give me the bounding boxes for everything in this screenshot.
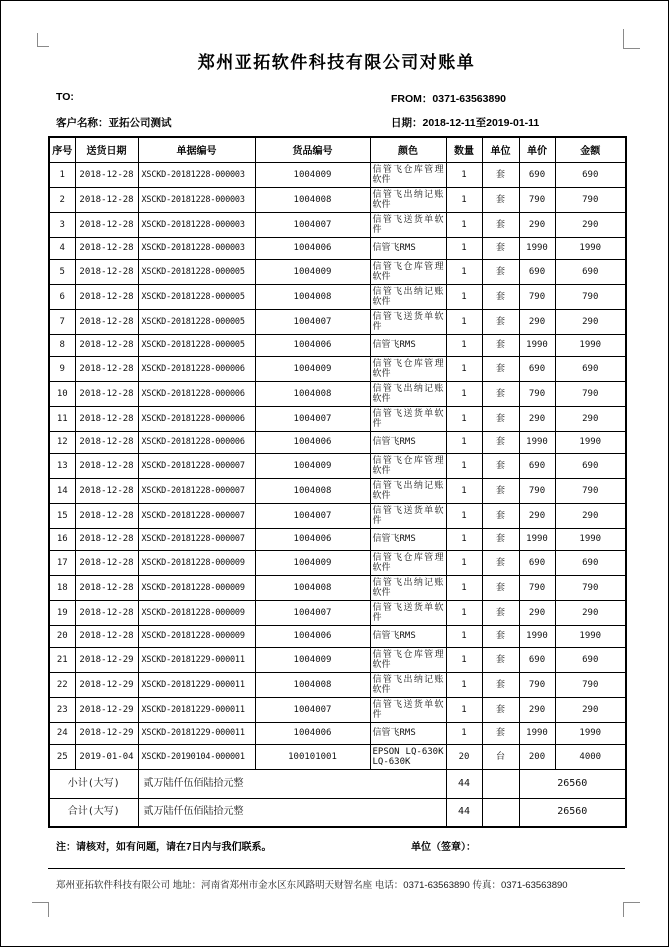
- total-label: 合计(大写): [49, 798, 138, 827]
- cell-unit: 套: [482, 647, 519, 672]
- cell-quantity: 1: [446, 722, 482, 744]
- total-quantity: 44: [446, 798, 482, 827]
- cell-delivery-date: 2018-12-28: [75, 431, 138, 453]
- cell-serial: 9: [49, 356, 75, 381]
- crop-mark-bottom-right-icon: [623, 902, 640, 917]
- table-row: [49, 334, 626, 356]
- cell-item-number: 1004007: [255, 503, 370, 528]
- cell-delivery-date: 2018-12-28: [75, 187, 138, 212]
- to-label: TO:: [56, 91, 74, 103]
- cell-amount: 690: [555, 162, 626, 187]
- footer-divider: [48, 868, 625, 869]
- total-unit: [482, 798, 519, 827]
- cell-quantity: 1: [446, 453, 482, 478]
- cell-unit: 套: [482, 212, 519, 237]
- cell-serial: 5: [49, 259, 75, 284]
- cell-color: 信管飞RMS: [370, 334, 446, 356]
- cell-unit-price: 1990: [519, 625, 555, 647]
- cell-doc-number: XSCKD-20181228-000009: [138, 600, 255, 625]
- cell-unit: 套: [482, 309, 519, 334]
- cell-unit: 台: [482, 744, 519, 769]
- cell-serial: 22: [49, 672, 75, 697]
- cell-delivery-date: 2018-12-28: [75, 381, 138, 406]
- cell-item-number: 1004006: [255, 237, 370, 259]
- cell-amount: 690: [555, 550, 626, 575]
- cell-unit-price: 1990: [519, 528, 555, 550]
- cell-color: 信管飞RMS: [370, 431, 446, 453]
- cell-quantity: 1: [446, 284, 482, 309]
- cell-doc-number: XSCKD-20181228-000003: [138, 237, 255, 259]
- cell-item-number: 1004007: [255, 309, 370, 334]
- from-phone: 0371-63563890: [432, 93, 506, 105]
- cell-delivery-date: 2018-12-28: [75, 162, 138, 187]
- cell-unit-price: 290: [519, 697, 555, 722]
- cell-unit: 套: [482, 600, 519, 625]
- cell-doc-number: XSCKD-20181229-000011: [138, 722, 255, 744]
- cell-quantity: 1: [446, 647, 482, 672]
- cell-quantity: 1: [446, 309, 482, 334]
- cell-unit-price: 790: [519, 478, 555, 503]
- cell-serial: 19: [49, 600, 75, 625]
- column-header: 单据编号: [138, 137, 255, 162]
- cell-unit-price: 290: [519, 406, 555, 431]
- cell-item-number: 1004008: [255, 478, 370, 503]
- cell-doc-number: XSCKD-20181228-000005: [138, 284, 255, 309]
- table-row: [49, 212, 626, 237]
- subtotal-label: 小计(大写): [49, 769, 138, 798]
- cell-unit-price: 1990: [519, 722, 555, 744]
- cell-delivery-date: 2018-12-29: [75, 722, 138, 744]
- cell-unit: 套: [482, 478, 519, 503]
- cell-item-number: 1004006: [255, 722, 370, 744]
- cell-delivery-date: 2018-12-28: [75, 453, 138, 478]
- cell-color: 信管飞出纳记账软件: [370, 284, 446, 309]
- cell-item-number: 1004007: [255, 600, 370, 625]
- cell-doc-number: XSCKD-20181228-000009: [138, 575, 255, 600]
- cell-delivery-date: 2018-12-29: [75, 647, 138, 672]
- cell-unit: 套: [482, 406, 519, 431]
- cell-item-number: 1004008: [255, 284, 370, 309]
- cell-color: 信管飞RMS: [370, 722, 446, 744]
- cell-item-number: 1004006: [255, 528, 370, 550]
- cell-color: 信管飞出纳记账软件: [370, 187, 446, 212]
- cell-delivery-date: 2018-12-28: [75, 600, 138, 625]
- cell-item-number: 1004006: [255, 431, 370, 453]
- cell-unit-price: 690: [519, 647, 555, 672]
- table-row: [49, 453, 626, 478]
- cell-amount: 1990: [555, 431, 626, 453]
- cell-unit-price: 290: [519, 503, 555, 528]
- cell-unit-price: 690: [519, 453, 555, 478]
- footer-company-info: 郑州亚拓软件科技有限公司 地址：河南省郑州市金水区东风路明天财智名座 电话：0371-63563890 传真：0371-63563890: [56, 880, 568, 891]
- subtotal-amount-words: 贰万陆仟伍佰陆拾元整: [138, 769, 446, 798]
- cell-quantity: 1: [446, 625, 482, 647]
- cell-delivery-date: 2018-12-29: [75, 672, 138, 697]
- cell-doc-number: XSCKD-20181228-000003: [138, 162, 255, 187]
- cell-delivery-date: 2018-12-28: [75, 503, 138, 528]
- cell-serial: 7: [49, 309, 75, 334]
- cell-quantity: 1: [446, 528, 482, 550]
- cell-unit: 套: [482, 697, 519, 722]
- table-row: [49, 647, 626, 672]
- table-row: [49, 406, 626, 431]
- table-row: [49, 381, 626, 406]
- cell-item-number: 1004009: [255, 647, 370, 672]
- table-row: [49, 162, 626, 187]
- cell-color: 信管飞送货单软件: [370, 503, 446, 528]
- column-header: 颜色: [370, 137, 446, 162]
- cell-unit: 套: [482, 503, 519, 528]
- document-content: [48, 1, 625, 947]
- cell-amount: 290: [555, 212, 626, 237]
- cell-quantity: 1: [446, 431, 482, 453]
- cell-item-number: 1004009: [255, 453, 370, 478]
- cell-color: 信管飞仓库管理软件: [370, 550, 446, 575]
- cell-unit-price: 290: [519, 309, 555, 334]
- cell-unit: 套: [482, 284, 519, 309]
- cell-serial: 10: [49, 381, 75, 406]
- cell-unit: 套: [482, 187, 519, 212]
- cell-unit: 套: [482, 550, 519, 575]
- cell-doc-number: XSCKD-20181229-000011: [138, 672, 255, 697]
- cell-doc-number: XSCKD-20181228-000006: [138, 381, 255, 406]
- cell-item-number: 1004008: [255, 575, 370, 600]
- cell-amount: 290: [555, 309, 626, 334]
- cell-unit-price: 790: [519, 187, 555, 212]
- cell-delivery-date: 2018-12-28: [75, 334, 138, 356]
- table-row: [49, 744, 626, 769]
- cell-unit: 套: [482, 625, 519, 647]
- cell-doc-number: XSCKD-20181228-000003: [138, 187, 255, 212]
- cell-color: 信管飞出纳记账软件: [370, 575, 446, 600]
- cell-item-number: 1004006: [255, 625, 370, 647]
- cell-color: 信管飞送货单软件: [370, 212, 446, 237]
- table-row: [49, 259, 626, 284]
- cell-quantity: 20: [446, 744, 482, 769]
- cell-color: 信管飞RMS: [370, 237, 446, 259]
- cell-unit-price: 1990: [519, 237, 555, 259]
- cell-serial: 24: [49, 722, 75, 744]
- cell-unit-price: 290: [519, 212, 555, 237]
- cell-unit-price: 690: [519, 356, 555, 381]
- total-row: [49, 798, 626, 827]
- from-label: FROM：: [391, 93, 433, 105]
- cell-amount: 290: [555, 697, 626, 722]
- cell-color: 信管飞出纳记账软件: [370, 672, 446, 697]
- cell-serial: 3: [49, 212, 75, 237]
- cell-quantity: 1: [446, 334, 482, 356]
- from-line: [391, 91, 506, 106]
- cell-color: 信管飞仓库管理软件: [370, 453, 446, 478]
- cell-amount: 690: [555, 259, 626, 284]
- cell-quantity: 1: [446, 478, 482, 503]
- cell-unit-price: 790: [519, 672, 555, 697]
- cell-doc-number: XSCKD-20181229-000011: [138, 647, 255, 672]
- cell-delivery-date: 2018-12-28: [75, 284, 138, 309]
- customer-label: 客户名称：: [56, 117, 109, 129]
- cell-quantity: 1: [446, 212, 482, 237]
- cell-quantity: 1: [446, 697, 482, 722]
- cell-quantity: 1: [446, 356, 482, 381]
- cell-serial: 13: [49, 453, 75, 478]
- cell-delivery-date: 2018-12-28: [75, 575, 138, 600]
- cell-unit: 套: [482, 162, 519, 187]
- cell-serial: 23: [49, 697, 75, 722]
- cell-unit-price: 690: [519, 162, 555, 187]
- cell-doc-number: XSCKD-20181228-000007: [138, 453, 255, 478]
- table-row: [49, 431, 626, 453]
- cell-color: 信管飞RMS: [370, 528, 446, 550]
- table-row: [49, 722, 626, 744]
- crop-mark-bottom-left-icon: [32, 902, 49, 917]
- table-row: [49, 697, 626, 722]
- cell-delivery-date: 2019-01-04: [75, 744, 138, 769]
- cell-quantity: 1: [446, 600, 482, 625]
- cell-item-number: 1004008: [255, 187, 370, 212]
- cell-delivery-date: 2018-12-28: [75, 478, 138, 503]
- cell-unit: 套: [482, 672, 519, 697]
- cell-amount: 690: [555, 453, 626, 478]
- customer-line: [56, 115, 172, 130]
- cell-color: 信管飞出纳记账软件: [370, 381, 446, 406]
- cell-unit-price: 790: [519, 381, 555, 406]
- cell-amount: 1990: [555, 237, 626, 259]
- column-header: 单价: [519, 137, 555, 162]
- table-row: [49, 503, 626, 528]
- cell-unit: 套: [482, 431, 519, 453]
- cell-serial: 12: [49, 431, 75, 453]
- cell-unit: 套: [482, 453, 519, 478]
- cell-doc-number: XSCKD-20181228-000006: [138, 356, 255, 381]
- cell-amount: 790: [555, 284, 626, 309]
- cell-unit: 套: [482, 528, 519, 550]
- date-range: 2018-12-11至2019-01-11: [422, 117, 540, 129]
- cell-item-number: 1004009: [255, 162, 370, 187]
- cell-doc-number: XSCKD-20181228-000006: [138, 406, 255, 431]
- cell-item-number: 1004006: [255, 334, 370, 356]
- cell-amount: 790: [555, 381, 626, 406]
- table-row: [49, 672, 626, 697]
- cell-item-number: 1004007: [255, 406, 370, 431]
- cell-amount: 1990: [555, 528, 626, 550]
- cell-delivery-date: 2018-12-28: [75, 550, 138, 575]
- cell-serial: 17: [49, 550, 75, 575]
- table-row: [49, 237, 626, 259]
- cell-doc-number: XSCKD-20181228-000005: [138, 334, 255, 356]
- customer-name: 亚拓公司测试: [108, 117, 172, 129]
- subtotal-quantity: 44: [446, 769, 482, 798]
- cell-unit: 套: [482, 237, 519, 259]
- cell-quantity: 1: [446, 550, 482, 575]
- cell-unit-price: 1990: [519, 431, 555, 453]
- total-amount: 26560: [519, 798, 626, 827]
- cell-amount: 4000: [555, 744, 626, 769]
- cell-serial: 15: [49, 503, 75, 528]
- check-note: 注：请核对，如有问题，请在7日内与我们联系。: [56, 842, 272, 853]
- cell-item-number: 1004007: [255, 212, 370, 237]
- cell-quantity: 1: [446, 672, 482, 697]
- cell-unit-price: 790: [519, 575, 555, 600]
- cell-unit-price: 790: [519, 284, 555, 309]
- cell-doc-number: XSCKD-20181228-000005: [138, 309, 255, 334]
- table-row: [49, 625, 626, 647]
- cell-color: 信管飞仓库管理软件: [370, 259, 446, 284]
- cell-serial: 8: [49, 334, 75, 356]
- cell-color: 信管飞送货单软件: [370, 697, 446, 722]
- cell-item-number: 1004009: [255, 550, 370, 575]
- crop-mark-top-right-icon: [623, 29, 640, 49]
- cell-color: EPSON LQ-630K LQ-630K: [370, 744, 446, 769]
- table-row: [49, 284, 626, 309]
- column-header: 单位: [482, 137, 519, 162]
- cell-item-number: 1004008: [255, 672, 370, 697]
- cell-serial: 11: [49, 406, 75, 431]
- cell-delivery-date: 2018-12-28: [75, 356, 138, 381]
- cell-delivery-date: 2018-12-29: [75, 697, 138, 722]
- cell-doc-number: XSCKD-20181228-000009: [138, 625, 255, 647]
- date-label: 日期：: [391, 117, 423, 129]
- cell-item-number: 1004008: [255, 381, 370, 406]
- cell-item-number: 1004007: [255, 697, 370, 722]
- cell-unit: 套: [482, 259, 519, 284]
- cell-unit: 套: [482, 334, 519, 356]
- cell-doc-number: XSCKD-20181228-000007: [138, 528, 255, 550]
- cell-amount: 290: [555, 503, 626, 528]
- cell-unit: 套: [482, 575, 519, 600]
- column-header: 送货日期: [75, 137, 138, 162]
- cell-amount: 790: [555, 672, 626, 697]
- cell-doc-number: XSCKD-20181228-000007: [138, 478, 255, 503]
- cell-amount: 790: [555, 187, 626, 212]
- table-row: [49, 309, 626, 334]
- cell-unit: 套: [482, 356, 519, 381]
- cell-quantity: 1: [446, 162, 482, 187]
- cell-serial: 21: [49, 647, 75, 672]
- statement-table: [48, 136, 627, 828]
- cell-unit-price: 1990: [519, 334, 555, 356]
- cell-item-number: 1004009: [255, 259, 370, 284]
- cell-delivery-date: 2018-12-28: [75, 528, 138, 550]
- cell-serial: 16: [49, 528, 75, 550]
- cell-color: 信管飞RMS: [370, 625, 446, 647]
- table-row: [49, 550, 626, 575]
- cell-amount: 790: [555, 478, 626, 503]
- cell-serial: 20: [49, 625, 75, 647]
- cell-serial: 6: [49, 284, 75, 309]
- cell-delivery-date: 2018-12-28: [75, 309, 138, 334]
- cell-unit-price: 200: [519, 744, 555, 769]
- subtotal-unit: [482, 769, 519, 798]
- table-body: [49, 162, 626, 769]
- date-line: [391, 115, 539, 130]
- cell-doc-number: XSCKD-20181228-000006: [138, 431, 255, 453]
- cell-amount: 290: [555, 406, 626, 431]
- cell-delivery-date: 2018-12-28: [75, 406, 138, 431]
- table-row: [49, 600, 626, 625]
- cell-doc-number: XSCKD-20181228-000005: [138, 259, 255, 284]
- cell-serial: 2: [49, 187, 75, 212]
- cell-doc-number: XSCKD-20190104-000001: [138, 744, 255, 769]
- cell-amount: 790: [555, 575, 626, 600]
- cell-amount: 690: [555, 647, 626, 672]
- cell-serial: 4: [49, 237, 75, 259]
- cell-color: 信管飞送货单软件: [370, 406, 446, 431]
- cell-unit-price: 690: [519, 259, 555, 284]
- table-row: [49, 575, 626, 600]
- column-header: 数量: [446, 137, 482, 162]
- cell-color: 信管飞送货单软件: [370, 600, 446, 625]
- total-amount-words: 贰万陆仟伍佰陆拾元整: [138, 798, 446, 827]
- table-row: [49, 528, 626, 550]
- cell-item-number: 1004009: [255, 356, 370, 381]
- cell-quantity: 1: [446, 503, 482, 528]
- column-header: 序号: [49, 137, 75, 162]
- cell-doc-number: XSCKD-20181228-000003: [138, 212, 255, 237]
- cell-amount: 290: [555, 600, 626, 625]
- cell-delivery-date: 2018-12-28: [75, 259, 138, 284]
- cell-amount: 1990: [555, 334, 626, 356]
- cell-quantity: 1: [446, 575, 482, 600]
- cell-color: 信管飞出纳记账软件: [370, 478, 446, 503]
- table-row: [49, 356, 626, 381]
- cell-unit-price: 690: [519, 550, 555, 575]
- cell-serial: 25: [49, 744, 75, 769]
- signature-label: 单位（签章）：: [411, 842, 476, 853]
- cell-doc-number: XSCKD-20181229-000011: [138, 697, 255, 722]
- column-header: 金额: [555, 137, 626, 162]
- cell-serial: 18: [49, 575, 75, 600]
- table-header-row: [49, 137, 626, 162]
- cell-item-number: 100101001: [255, 744, 370, 769]
- cell-quantity: 1: [446, 187, 482, 212]
- cell-doc-number: XSCKD-20181228-000009: [138, 550, 255, 575]
- cell-color: 信管飞仓库管理软件: [370, 162, 446, 187]
- cell-quantity: 1: [446, 259, 482, 284]
- cell-amount: 690: [555, 356, 626, 381]
- cell-delivery-date: 2018-12-28: [75, 625, 138, 647]
- subtotal-amount: 26560: [519, 769, 626, 798]
- cell-quantity: 1: [446, 406, 482, 431]
- cell-unit: 套: [482, 381, 519, 406]
- cell-unit: 套: [482, 722, 519, 744]
- cell-color: 信管飞仓库管理软件: [370, 356, 446, 381]
- table-row: [49, 478, 626, 503]
- cell-delivery-date: 2018-12-28: [75, 212, 138, 237]
- cell-doc-number: XSCKD-20181228-000007: [138, 503, 255, 528]
- page-title: 郑州亚拓软件科技有限公司对账单: [197, 53, 476, 72]
- cell-delivery-date: 2018-12-28: [75, 237, 138, 259]
- cell-unit-price: 290: [519, 600, 555, 625]
- cell-color: 信管飞仓库管理软件: [370, 647, 446, 672]
- table-row: [49, 187, 626, 212]
- subtotal-row: [49, 769, 626, 798]
- cell-quantity: 1: [446, 237, 482, 259]
- cell-amount: 1990: [555, 625, 626, 647]
- cell-serial: 1: [49, 162, 75, 187]
- cell-serial: 14: [49, 478, 75, 503]
- cell-quantity: 1: [446, 381, 482, 406]
- cell-amount: 1990: [555, 722, 626, 744]
- cell-color: 信管飞送货单软件: [370, 309, 446, 334]
- column-header: 货品编号: [255, 137, 370, 162]
